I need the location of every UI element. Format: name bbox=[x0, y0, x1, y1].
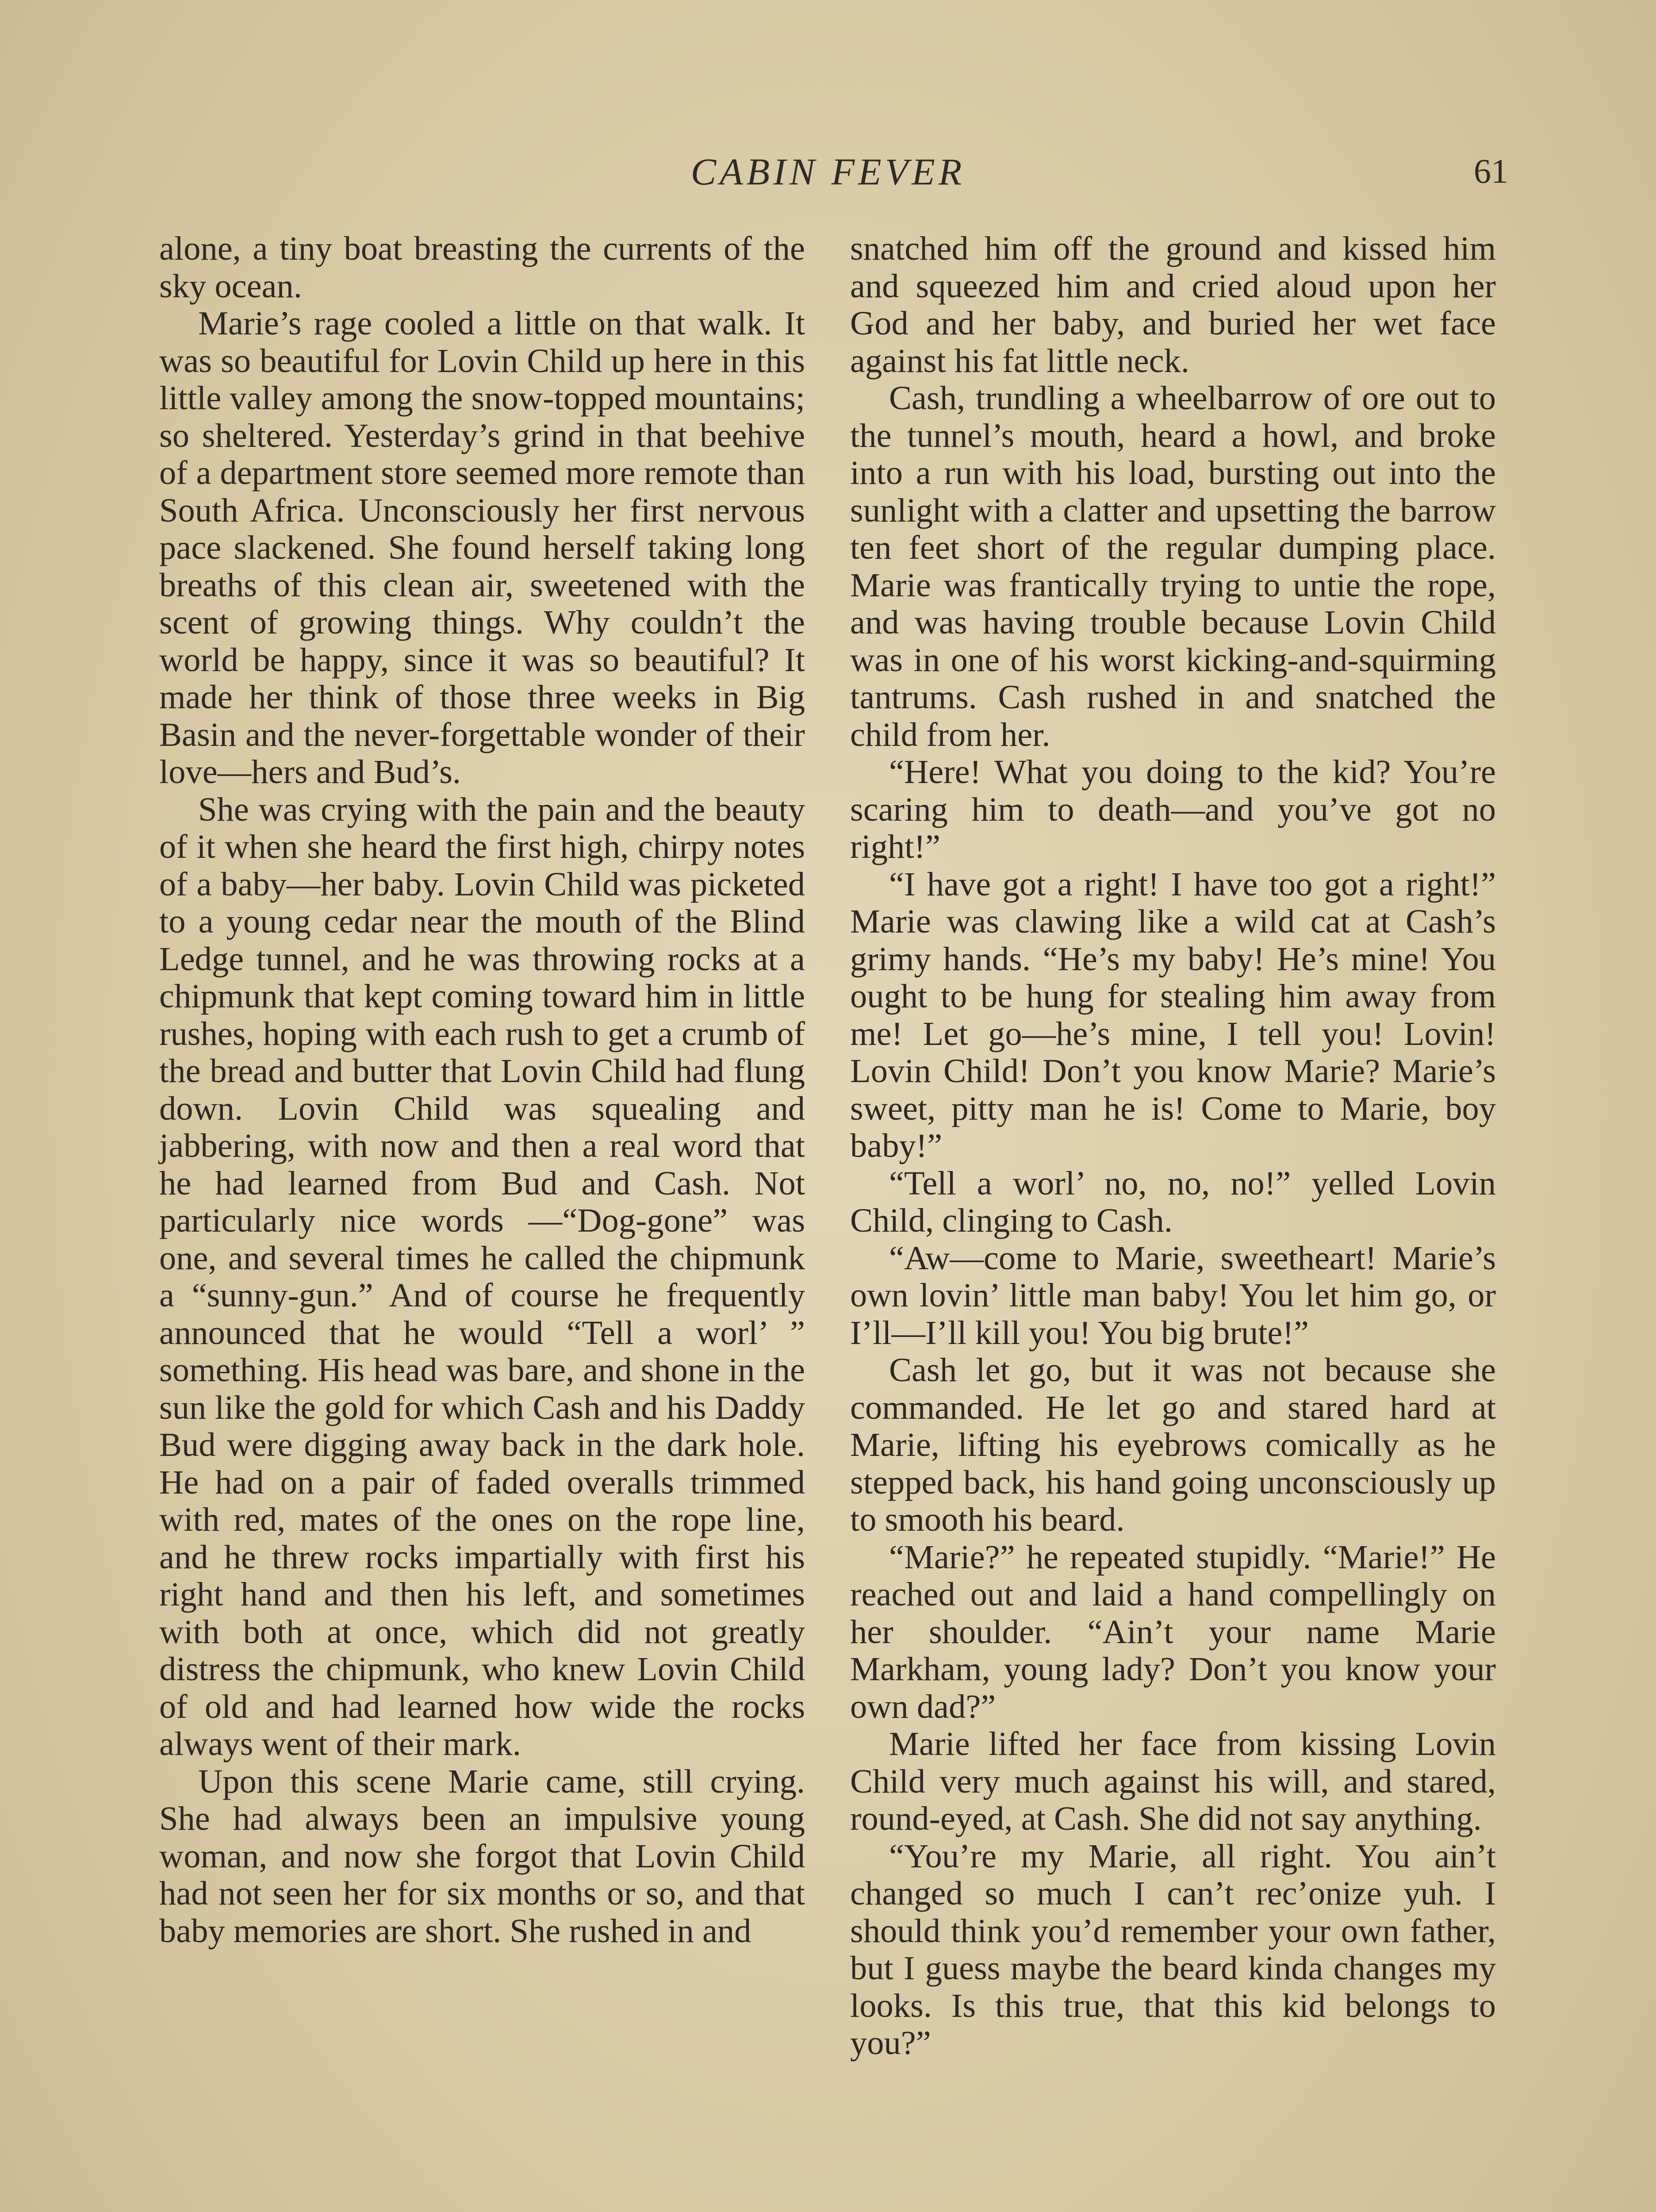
paragraph: alone, a tiny boat breasting the currents of the sky ocean. bbox=[159, 230, 805, 305]
paragraph: Marie’s rage cooled a little on that walk. It was so beautiful for Lovin Child up here in this little valley among the snow-topped mountains; so sheltered. Yesterday’s grind in that beehive of a department store seemed more remote than South Africa. Unconsciously her first nervous pace slackened. She found herself taking long breaths of this clean air, sweetened with the scent of growing things. Why couldn’t the world be happy, since it was so beautiful? It made her think of those three weeks in Big Basin and the never-forgettable wonder of their love—hers and Bud’s. bbox=[159, 304, 805, 791]
paragraph: “Here! What you doing to the kid? You’re scaring him to death—and you’ve got no right!” bbox=[850, 753, 1496, 865]
page-header bbox=[159, 150, 1508, 203]
paragraph: Cash, trundling a wheelbarrow of ore out to the tunnel’s mouth, heard a howl, and broke into a run with his load, bursting out into the sunlight with a clatter and upsetting the barrow ten feet short of the regular dumping place. Marie was frantically trying to untie the rope, and was having trouble because Lovin Child was in one of his worst kicking-and-squirming tantrums. Cash rushed in and snatched the child from her. bbox=[850, 379, 1496, 753]
running-title: CABIN FEVER bbox=[690, 150, 966, 193]
left-column bbox=[159, 230, 805, 1950]
paragraph: “You’re my Marie, all right. You ain’t changed so much I can’t rec’onize yuh. I should think you’d remember your own father, but I guess maybe the beard kinda changes my looks. Is this true, that this kid belongs to you?” bbox=[850, 1837, 1496, 2062]
paragraph: “Aw—come to Marie, sweetheart! Marie’s own lovin’ little man baby! You let him go, or I’ll—I’ll kill you! You big brute!” bbox=[850, 1239, 1496, 1352]
paragraph: Upon this scene Marie came, still crying. She had always been an impulsive young woman, and now she forgot that Lovin Child had not seen her for six months or so, and that baby memories are short. She rushed in and bbox=[159, 1762, 805, 1950]
paragraph: Marie lifted her face from kissing Lovin Child very much against his will, and stared, round-eyed, at Cash. She did not say anything. bbox=[850, 1725, 1496, 1837]
paragraph: She was crying with the pain and the beauty of it when she heard the first high, chirpy notes of a baby—her baby. Lovin Child was picketed to a young cedar near the mouth of the Blind Ledge tunnel, and he was throwing rocks at a chipmunk that kept coming toward him in little rushes, hoping with each rush to get a crumb of the bread and butter that Lovin Child had flung down. Lovin Child was squealing and jabbering, with now and then a real word that he had learned from Bud and Cash. Not particularly nice words —“Dog-gone” was one, and several times he called the chipmunk a “sunny-gun.” And of course he frequently announced that he would “Tell a worl’ ” something. His head was bare, and shone in the sun like the gold for which Cash and his Daddy Bud were digging away back in the dark hole. He had on a pair of faded overalls trimmed with red, mates of the ones on the rope line, and he threw rocks impartially with first his right hand and then his left, and sometimes with both at once, which did not greatly distress the chipmunk, who knew Lovin Child of old and had learned how wide the rocks always went of their mark. bbox=[159, 790, 805, 1763]
page-number: 61 bbox=[1474, 152, 1508, 190]
paragraph: “Marie?” he repeated stupidly. “Marie!” He reached out and laid a hand compellingly on her shoulder. “Ain’t your name Marie Markham, young lady? Don’t you know your own dad?” bbox=[850, 1538, 1496, 1725]
right-column bbox=[850, 230, 1496, 2062]
paragraph: Cash let go, but it was not because she commanded. He let go and stared hard at Marie, lifting his eyebrows comically as he stepped back, his hand going unconsciously up to smooth his beard. bbox=[850, 1351, 1496, 1538]
paragraph: snatched him off the ground and kissed him and squeezed him and cried aloud upon her God and her baby, and buried her wet face against his fat little neck. bbox=[850, 230, 1496, 380]
paragraph: “I have got a right! I have too got a right!” Marie was clawing like a wild cat at Cash’s grimy hands. “He’s my baby! He’s mine! You ought to be hung for stealing him away from me! Let go—he’s mine, I tell you! Lovin! Lovin Child! Don’t you know Marie? Marie’s sweet, pitty man he is! Come to Marie, boy baby!” bbox=[850, 865, 1496, 1164]
paragraph: “Tell a worl’ no, no, no!” yelled Lovin Child, clinging to Cash. bbox=[850, 1164, 1496, 1239]
